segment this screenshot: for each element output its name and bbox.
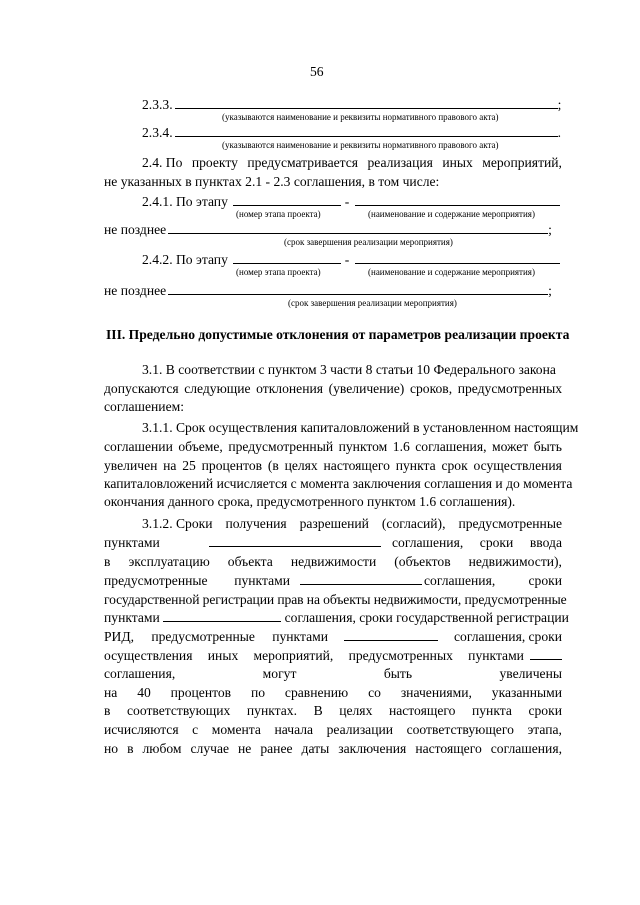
word: пунктами (272, 629, 328, 644)
word: со (368, 685, 381, 700)
p-3-1-2-line-12 (104, 722, 562, 738)
word: в (104, 554, 111, 569)
activity-caption: (наименование и содержание мероприятия) (368, 209, 535, 219)
deadline-caption: (срок завершения реализации мероприятия) (288, 298, 457, 308)
clause-number: 2.3.4. (142, 125, 173, 140)
word: В (313, 703, 323, 718)
dash: - (344, 194, 350, 209)
items-field-permits[interactable] (209, 535, 381, 547)
word: ранее (260, 741, 293, 756)
word: сравнению (284, 685, 349, 700)
word: 3.1.2. Сроки (142, 516, 213, 531)
word: осуществления (104, 648, 193, 663)
word: любом (142, 741, 182, 756)
word: настоящего (415, 741, 482, 756)
p-3-1-2-line-8 (104, 648, 524, 664)
word: пункта (471, 703, 512, 718)
clause-2-4-2 (142, 252, 560, 268)
word: но (104, 741, 119, 756)
p-3-1-1-line-5: окончания данного срока, предусмотренного пунктом 1.6 соглашения). (104, 494, 516, 509)
p-3-1-2-line-7a (104, 629, 328, 645)
word: настоящего (323, 458, 390, 473)
word: предусмотренные (104, 573, 208, 588)
word: допускаются (104, 381, 179, 396)
word: ввода (529, 535, 562, 550)
p-3-1-1-line-3 (104, 458, 562, 474)
word: (согласий), (381, 516, 446, 531)
word: может (491, 439, 529, 454)
word: соответствующего (406, 722, 514, 737)
word: пункта (395, 458, 436, 473)
clause-2-3-3 (142, 97, 561, 113)
p-3-1-2-line-9 (104, 666, 562, 682)
stage-number-field[interactable] (233, 252, 341, 264)
word: 25 (182, 458, 196, 473)
word: соглашения, (424, 573, 496, 588)
activity-caption: (наименование и содержание мероприятия) (368, 267, 535, 277)
p-3-1-2-line-11 (104, 703, 562, 719)
word: реализация (367, 155, 433, 170)
word: сроки (528, 629, 562, 644)
word: пунктом (338, 439, 388, 454)
p-3-1-2-line-6 (104, 610, 569, 626)
p-3-1-1-line-2 (104, 439, 562, 455)
stage-caption: (номер этапа проекта) (236, 209, 321, 219)
word: иных (442, 155, 473, 170)
word: заключения (338, 741, 407, 756)
field-caption: (указываются наименование и реквизиты нормативного правового акта) (222, 112, 499, 122)
word: соответствующих (127, 703, 231, 718)
text-run: соглашения, сроки государственной регистрации (284, 610, 569, 625)
word: пунктами (468, 648, 524, 663)
p-3-1-2-line-7b (454, 629, 562, 645)
activity-name-field[interactable] (355, 194, 560, 206)
page-number: 56 (310, 64, 324, 79)
word: настоящего (388, 703, 456, 718)
p-3-1-2-line-4-field (300, 573, 422, 589)
word: мероприятий, (482, 155, 562, 170)
p-3-1-2-line-5: государственной регистрации прав на объекты недвижимости, предусмотренные (104, 592, 567, 607)
word: пунктами (234, 573, 290, 588)
word: в (127, 741, 134, 756)
word: процентов (201, 458, 263, 473)
clause-2-3-4 (142, 125, 561, 141)
dash: - (344, 252, 350, 267)
clause-2-4-1 (142, 194, 560, 210)
act-name-field[interactable] (175, 97, 558, 109)
p-3-1-2-line-7-field (344, 629, 438, 645)
word: этапа, (527, 722, 562, 737)
p-3-1-1-line-4: капиталовложений исчисляется с момента заключения соглашения и до момента (104, 476, 573, 491)
word: (в (267, 458, 279, 473)
clause-2-4-1-deadline (104, 222, 552, 238)
word: пунктами (104, 535, 160, 550)
clause-2-4-line-2: не указанных в пунктах 2.1 - 2.3 соглашения, в том числе: (104, 174, 440, 189)
word: объеме, (178, 439, 223, 454)
stage-number-field[interactable] (233, 194, 341, 206)
p-3-1-2-line-10 (104, 685, 562, 701)
word: могут (262, 666, 297, 681)
word: получения (225, 516, 287, 531)
word: пунктами (104, 610, 160, 625)
word: целях (339, 703, 373, 718)
word: целях (284, 458, 318, 473)
items-field-commissioning[interactable] (300, 573, 422, 585)
p-3-1-2-line-1 (142, 516, 562, 532)
word: осуществления (473, 458, 562, 473)
word: не (238, 741, 252, 756)
clause-label: 2.4.1. По этапу (142, 194, 228, 209)
word: (объектов (394, 554, 451, 569)
word: соглашения, (392, 535, 464, 550)
word: предусмотренных (457, 381, 562, 396)
field-caption: (указываются наименование и реквизиты нормативного правового акта) (222, 140, 499, 150)
deadline-field[interactable] (168, 222, 548, 234)
word: в (104, 703, 111, 718)
word: соглашения, (104, 666, 176, 681)
p-3-1-1-line-1: 3.1.1. Срок осуществления капиталовложений в установленном настоящим (142, 420, 579, 435)
clause-label: 2.4.2. По этапу (142, 252, 228, 267)
word: сроки (528, 703, 562, 718)
word: указанными (491, 685, 562, 700)
word: следующие (184, 381, 251, 396)
clause-end-mark: ; (548, 222, 552, 237)
word: соглашения, (490, 741, 562, 756)
p-3-1-line-1: 3.1. В соответствии с пунктом 3 части 8 статьи 10 Федерального закона (142, 362, 556, 377)
word: предусмотренные (151, 629, 255, 644)
word: срок (441, 458, 468, 473)
stage-caption: (номер этапа проекта) (236, 267, 321, 277)
p-3-1-2-line-4a (104, 573, 290, 589)
word: предусмотренные (458, 516, 562, 531)
not-later-label: не позднее (104, 283, 167, 298)
word: разрешений (299, 516, 369, 531)
p-3-1-2-line-8-field (530, 648, 562, 664)
word: сроки (528, 573, 562, 588)
word: 1.6 (392, 439, 410, 454)
p-3-1-line-3: соглашением: (104, 399, 184, 414)
word: исчисляются (104, 722, 179, 737)
p-3-1-2-line-13 (104, 741, 562, 757)
word: быть (383, 666, 413, 681)
word: недвижимости), (468, 554, 562, 569)
section-3-heading: III. Предельно допустимые отклонения от параметров реализации проекта (106, 327, 570, 342)
word: (увеличение) (328, 381, 405, 396)
clause-end-mark: ; (548, 283, 552, 298)
word: предусматривается (247, 155, 359, 170)
word: случае (190, 741, 230, 756)
p-3-1-2-line-2a (104, 535, 381, 551)
word: недвижимости (290, 554, 377, 569)
word: 2.4. По (142, 155, 183, 170)
act-name-field[interactable] (175, 125, 558, 137)
clause-end-mark: ; (557, 97, 562, 112)
p-3-1-2-line-2b (392, 535, 562, 551)
clause-number: 2.3.3. (142, 97, 173, 112)
clause-2-4-2-deadline (104, 283, 552, 299)
word: увеличены (499, 666, 562, 681)
word: объекта (227, 554, 273, 569)
items-field-registration[interactable] (163, 610, 281, 622)
word: предусмотренный (228, 439, 334, 454)
word: соглашения, (454, 629, 526, 644)
word: начала (274, 722, 314, 737)
p-3-1-2-line-3 (104, 554, 562, 570)
word: с (192, 722, 199, 737)
activity-name-field[interactable] (355, 252, 560, 264)
word: быть (533, 439, 562, 454)
items-field-rid[interactable] (344, 629, 438, 641)
deadline-field[interactable] (168, 283, 548, 295)
word: даты (301, 741, 330, 756)
p-3-1-2-line-4b (424, 573, 562, 589)
word: увеличен (104, 458, 158, 473)
word: соглашении (104, 439, 173, 454)
word: по (250, 685, 266, 700)
word: пунктах. (246, 703, 297, 718)
clause-2-4-line-1 (142, 155, 562, 171)
clause-end-mark: . (557, 125, 561, 140)
word: отклонения (256, 381, 323, 396)
word: момента (211, 722, 261, 737)
word: процентов (170, 685, 232, 700)
not-later-label: не позднее (104, 222, 167, 237)
word: РИД, (104, 629, 135, 644)
word: проекту (191, 155, 238, 170)
deadline-caption: (срок завершения реализации мероприятия) (284, 237, 453, 247)
word: реализации (326, 722, 394, 737)
word: сроков, (409, 381, 453, 396)
word: на (163, 458, 177, 473)
word: 40 (137, 685, 151, 700)
word: сроки (479, 535, 514, 550)
word: предусмотренных (348, 648, 453, 663)
word: мероприятий, (253, 648, 334, 663)
word: значениями, (400, 685, 472, 700)
items-field-other[interactable] (530, 648, 562, 660)
word: соглашения, (415, 439, 487, 454)
word: на (104, 685, 118, 700)
p-3-1-line-2 (104, 381, 562, 397)
word: иных (207, 648, 239, 663)
word: эксплуатацию (128, 554, 210, 569)
